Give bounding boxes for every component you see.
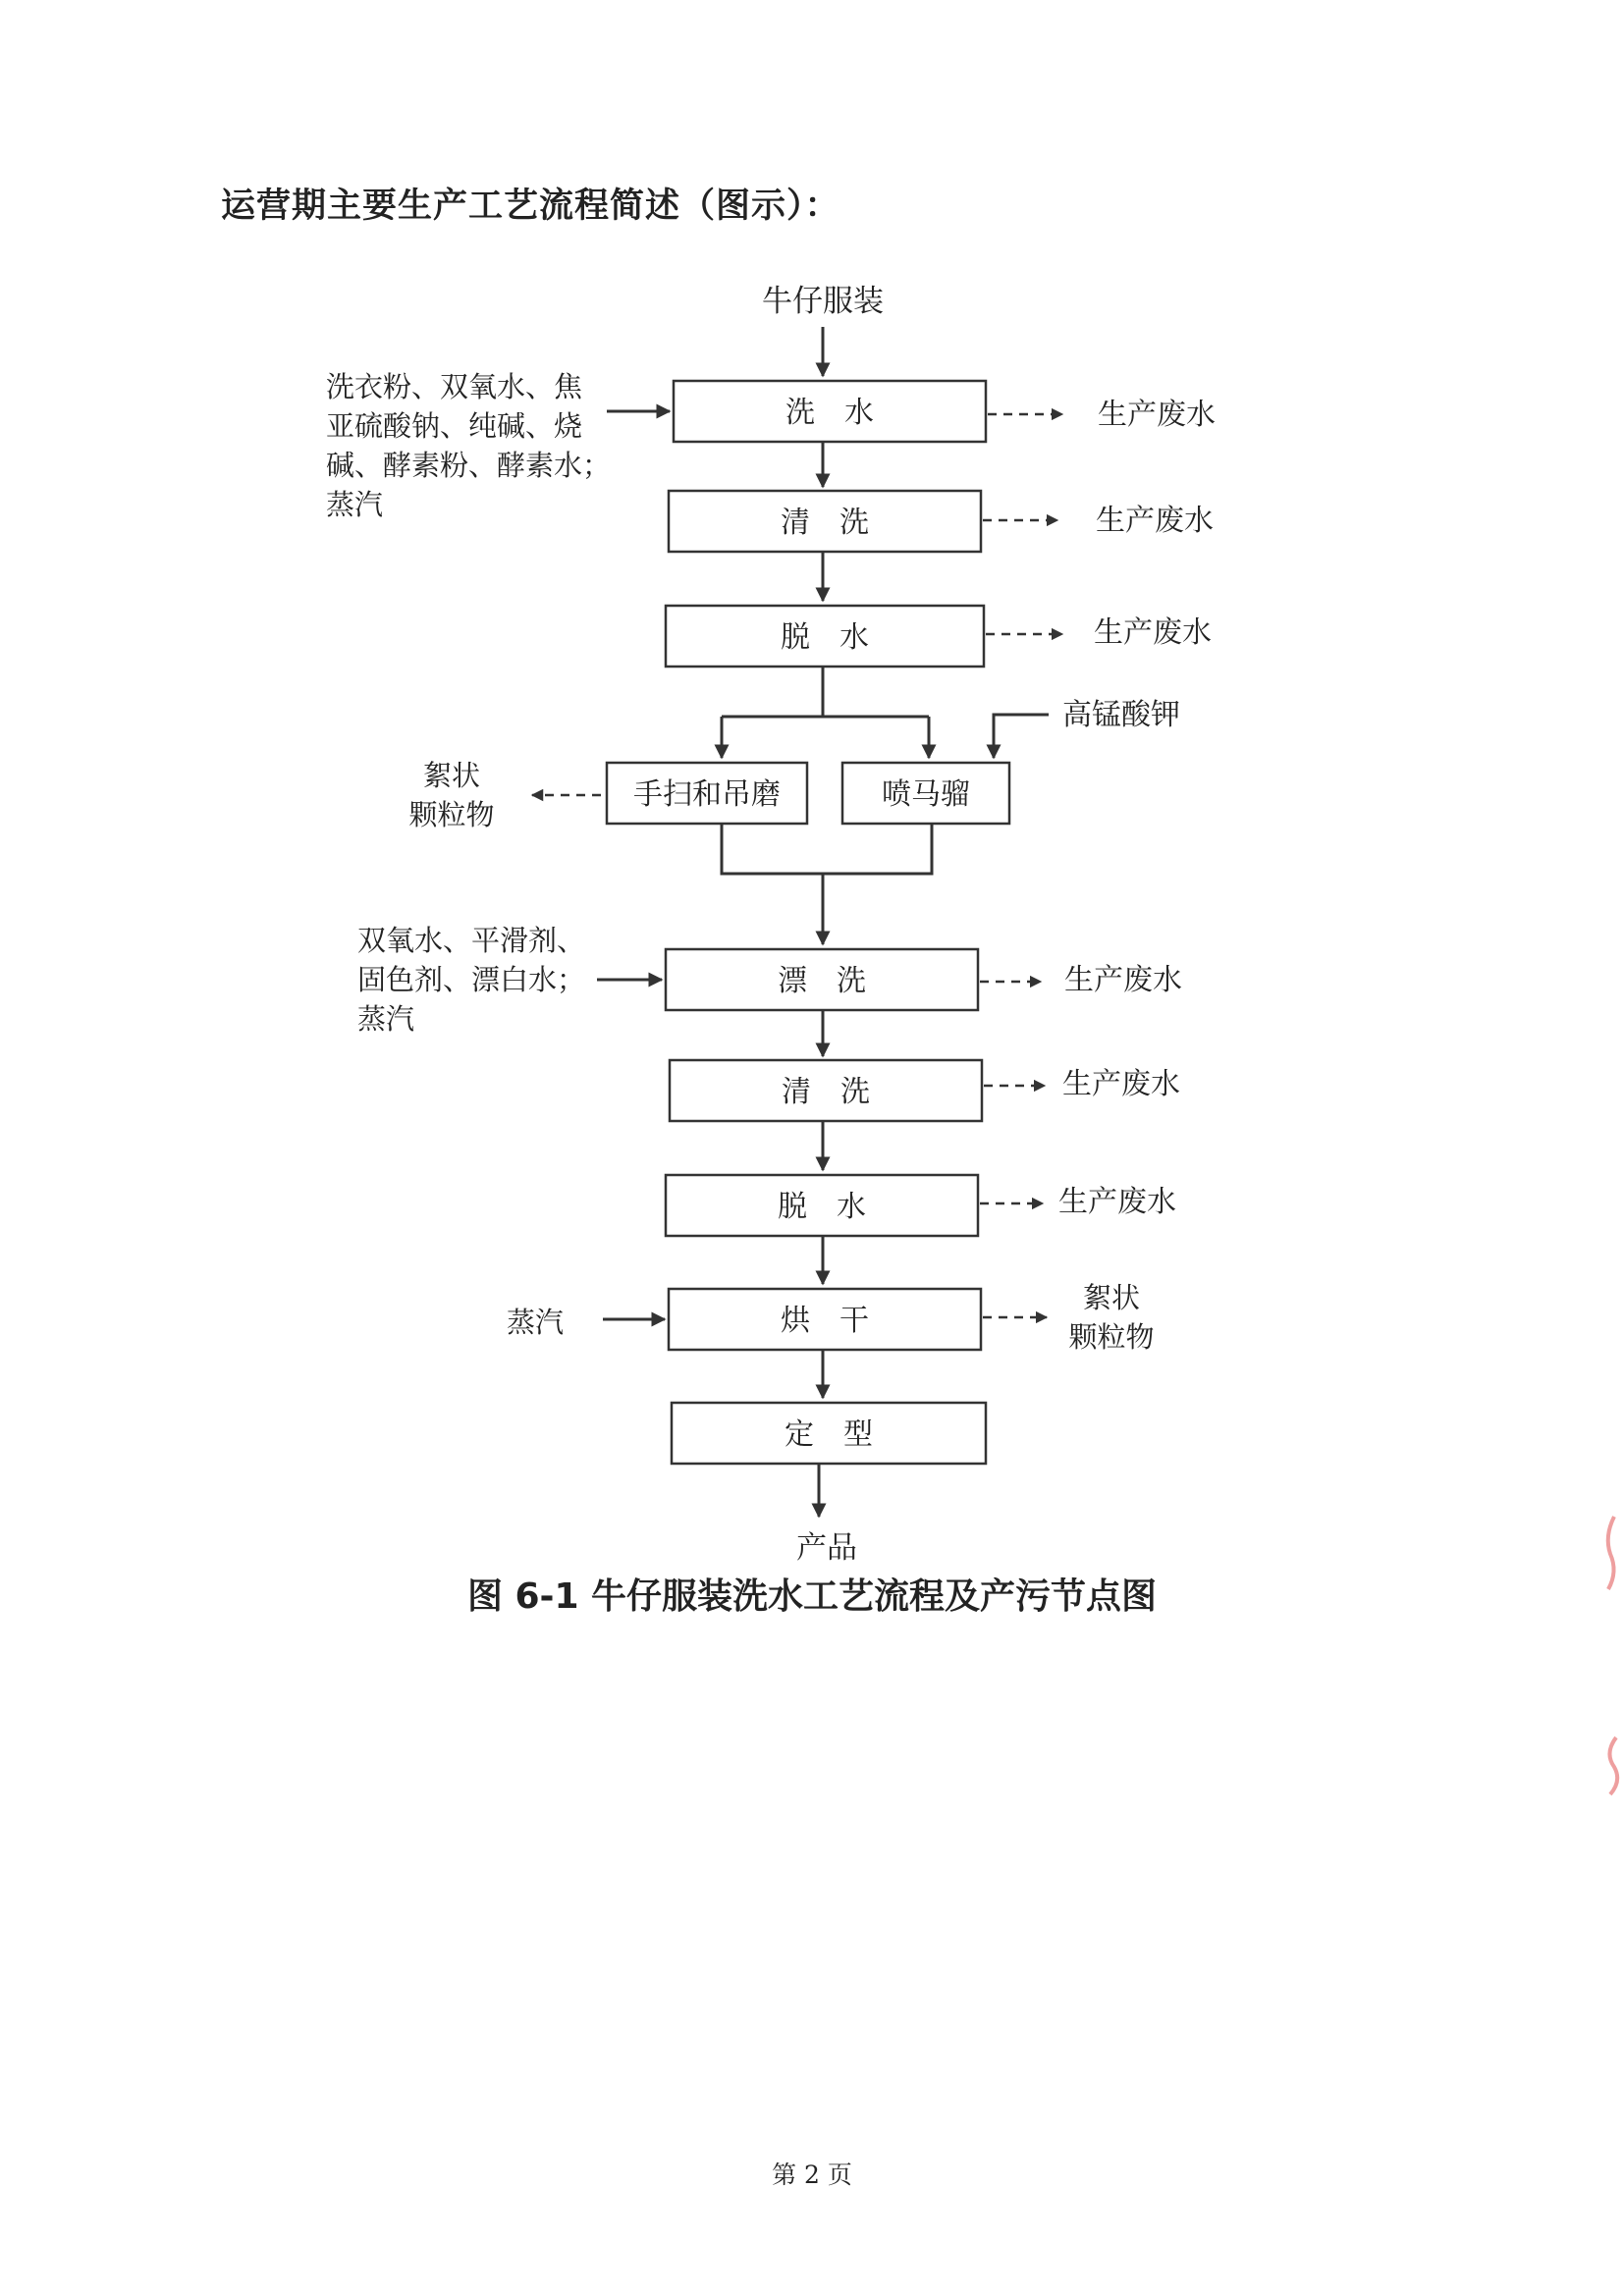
step-rinse1-label: 清 洗 [781,506,869,540]
merge-connector [722,824,932,874]
step-bleach-label: 漂 洗 [778,964,866,998]
dehydrate2-wastewater-label: 生产废水 [1058,1185,1176,1219]
wash-chemicals-line3: 碱、酵素粉、酵素水； [326,449,612,482]
dry-particles-line2: 颗粒物 [1068,1320,1155,1354]
red-seal-fragment [1608,1517,1617,1794]
step-spray-label: 喷马骝 [882,777,970,812]
input-label: 牛仔服装 [762,284,884,319]
step-dehydrate1-label: 脱 水 [781,620,869,655]
page-number: 第 2 页 [772,2161,852,2189]
rinse1-wastewater-label: 生产废水 [1096,504,1214,538]
bleach-chemicals-line1: 双氧水、平滑剂、 [357,924,586,957]
wash-chemicals-line1: 洗衣粉、双氧水、焦 [326,370,583,403]
step-wash-label: 洗 水 [785,396,874,430]
rinse2-wastewater-label: 生产废水 [1062,1067,1180,1101]
bleach-wastewater-label: 生产废水 [1064,963,1182,997]
step-dry-label: 烘 干 [781,1304,869,1338]
hand-sand-particles-line2: 颗粒物 [408,798,495,831]
step-shape-label: 定 型 [785,1417,873,1452]
output-label: 产品 [796,1530,857,1566]
bleach-chemicals-line2: 固色剂、漂白水； [357,963,586,996]
step-dehydrate2-label: 脱 水 [778,1190,866,1224]
hand-sand-particles-line1: 絮状 [422,759,481,792]
wash-wastewater-label: 生产废水 [1098,398,1216,432]
arrow-permanganate-to-spray [994,715,1049,758]
spray-chemical-label: 高锰酸钾 [1062,698,1180,732]
wash-chemicals-line2: 亚硫酸钠、纯碱、烧 [326,409,583,443]
figure-caption: 图 6-1 牛仔服装洗水工艺流程及产污节点图 [466,1576,1158,1617]
step-hand-sand-label: 手扫和吊磨 [633,777,781,812]
bleach-chemicals-line3: 蒸汽 [357,1002,415,1036]
dry-input-label: 蒸汽 [507,1306,565,1339]
section-heading: 运营期主要生产工艺流程简述（图示）： [221,187,840,226]
dehydrate1-wastewater-label: 生产废水 [1094,615,1212,650]
step-rinse2-label: 清 洗 [782,1075,870,1109]
wash-chemicals-line4: 蒸汽 [326,488,384,521]
dry-particles-line1: 絮状 [1082,1281,1141,1314]
